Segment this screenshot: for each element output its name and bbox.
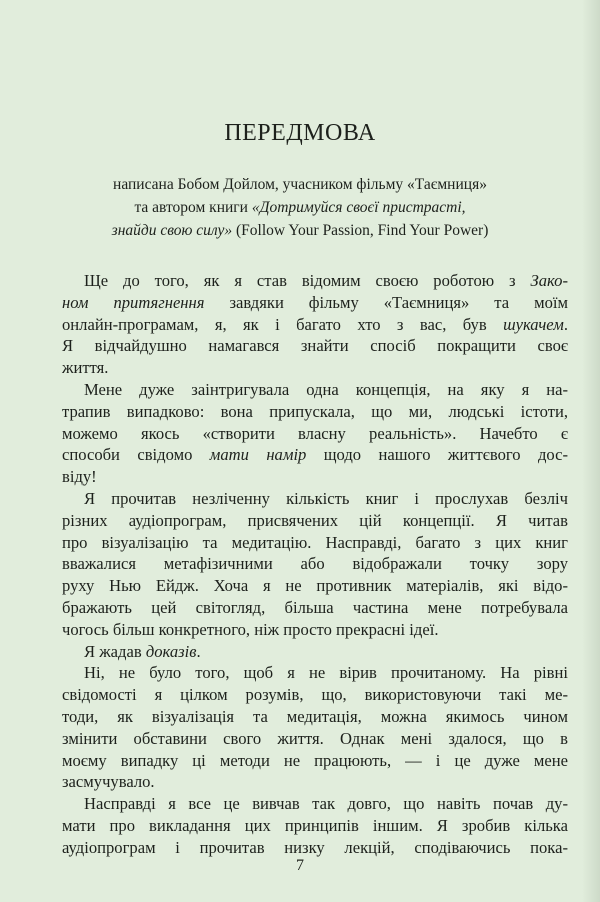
body-text — [62, 270, 568, 859]
text-segment: різних аудіопрограм, присвячених цій концепції. Я читав — [62, 510, 568, 530]
text-segment: змінити обставини свого життя. Однак мені здалося, що в — [62, 728, 568, 748]
text-line — [62, 641, 568, 663]
book-title-italic: «Дотримуйся своєї пристрасті, — [251, 199, 466, 216]
text-line — [62, 815, 568, 837]
text-line — [62, 532, 568, 554]
text-segment: мати про викладання цих принципів іншим. Я зробив кілька — [62, 815, 568, 835]
book-title-english: (Follow Your Passion, Find Your Power) — [232, 222, 489, 239]
text-line — [62, 466, 568, 488]
text-segment: Я відчайдушно намагався знайти спосіб покращити своє — [62, 336, 568, 356]
byline-line-1: написана Бобом Дойлом, учасником фільму «Таємниця» — [113, 176, 487, 193]
text-line — [62, 728, 568, 750]
text-line — [62, 837, 568, 859]
text-line — [62, 444, 568, 466]
text-line — [62, 597, 568, 619]
byline-line-3 — [0, 222, 600, 240]
text-line — [62, 771, 568, 793]
text-line — [62, 553, 568, 575]
text-segment: Мене дуже заінтригувала одна концепція, на яку я на- — [84, 379, 568, 399]
text-line — [62, 750, 568, 772]
italic-text: доказів — [145, 641, 197, 661]
text-segment: засмучувало. — [62, 772, 155, 792]
text-segment: бражають цей світогляд, більша частина мене потребувала — [62, 597, 568, 617]
text-line — [62, 510, 568, 532]
text-line — [62, 575, 568, 597]
text-line — [62, 379, 568, 401]
text-segment: Я жадав — [84, 641, 146, 661]
byline-text: та автором книги — [134, 199, 252, 216]
text-line — [62, 314, 568, 336]
text-line — [62, 401, 568, 423]
text-line — [62, 619, 568, 641]
text-line — [62, 335, 568, 357]
text-segment: життя. — [62, 358, 109, 378]
text-line — [62, 793, 568, 815]
book-title-italic: знайди свою силу» — [111, 222, 233, 239]
text-segment: про візуалізацію та медитацію. Насправді, багато з цих книг — [62, 532, 568, 552]
text-segment: . — [563, 314, 568, 334]
text-segment: вважалися метафізичними або відображали точку зору — [62, 554, 568, 574]
text-segment: Насправді я все це вивчав так довго, що навіть почав ду- — [84, 794, 568, 814]
text-segment: онлайн-програмам, я, як і багато хто з вас, був — [62, 314, 504, 334]
text-segment: аудіопрограм і прочитав низку лекцій, сподіваючись пока- — [62, 837, 568, 857]
page-number: 7 — [296, 857, 304, 874]
text-segment: Ні, не було того, щоб я не вірив прочитаному. На рівні — [84, 663, 568, 683]
byline-line-2 — [0, 199, 600, 217]
text-segment: можемо якось «створити власну реальність». Начебто є — [62, 423, 568, 443]
text-segment: Ще до того, як я став відомим своєю роботою з — [84, 271, 531, 290]
chapter-heading: ПЕРЕДМОВА — [224, 120, 376, 146]
italic-text: Зако- — [530, 271, 568, 290]
text-segment: віду! — [62, 467, 97, 487]
text-line — [62, 662, 568, 684]
text-line — [62, 684, 568, 706]
text-segment: чогось більш конкретного, ніж просто прекрасні ідеї. — [62, 619, 439, 639]
text-line — [62, 488, 568, 510]
italic-text: мати намір — [209, 445, 307, 465]
text-line — [62, 423, 568, 445]
text-line — [62, 357, 568, 379]
text-segment: свідомості я цілком розумів, що, використовуючи такі ме- — [62, 685, 568, 705]
text-segment: тоди, як візуалізація та медитація, можна якимось чином — [62, 706, 568, 726]
text-line — [62, 292, 568, 314]
text-segment: завдяки фільму «Таємниця» та моїм — [204, 292, 568, 312]
text-segment: щодо нашого життєвого дос- — [306, 445, 568, 465]
text-segment: моєму випадку ці методи не працюють, — і це дуже мене — [62, 750, 568, 770]
text-segment: . — [196, 641, 201, 661]
text-segment: способи свідомо — [62, 445, 210, 465]
text-segment: руху Нью Ейдж. Хоча я не противник матеріалів, які відо- — [62, 576, 568, 596]
italic-text: шукачем — [503, 314, 564, 334]
italic-text: ном притягнення — [62, 292, 205, 312]
text-line — [62, 270, 568, 292]
text-segment: трапив випадково: вона припускала, що ми, людські істоти, — [62, 401, 568, 421]
text-segment: Я прочитав незліченну кількість книг і прослухав безліч — [84, 488, 568, 508]
text-line — [62, 706, 568, 728]
